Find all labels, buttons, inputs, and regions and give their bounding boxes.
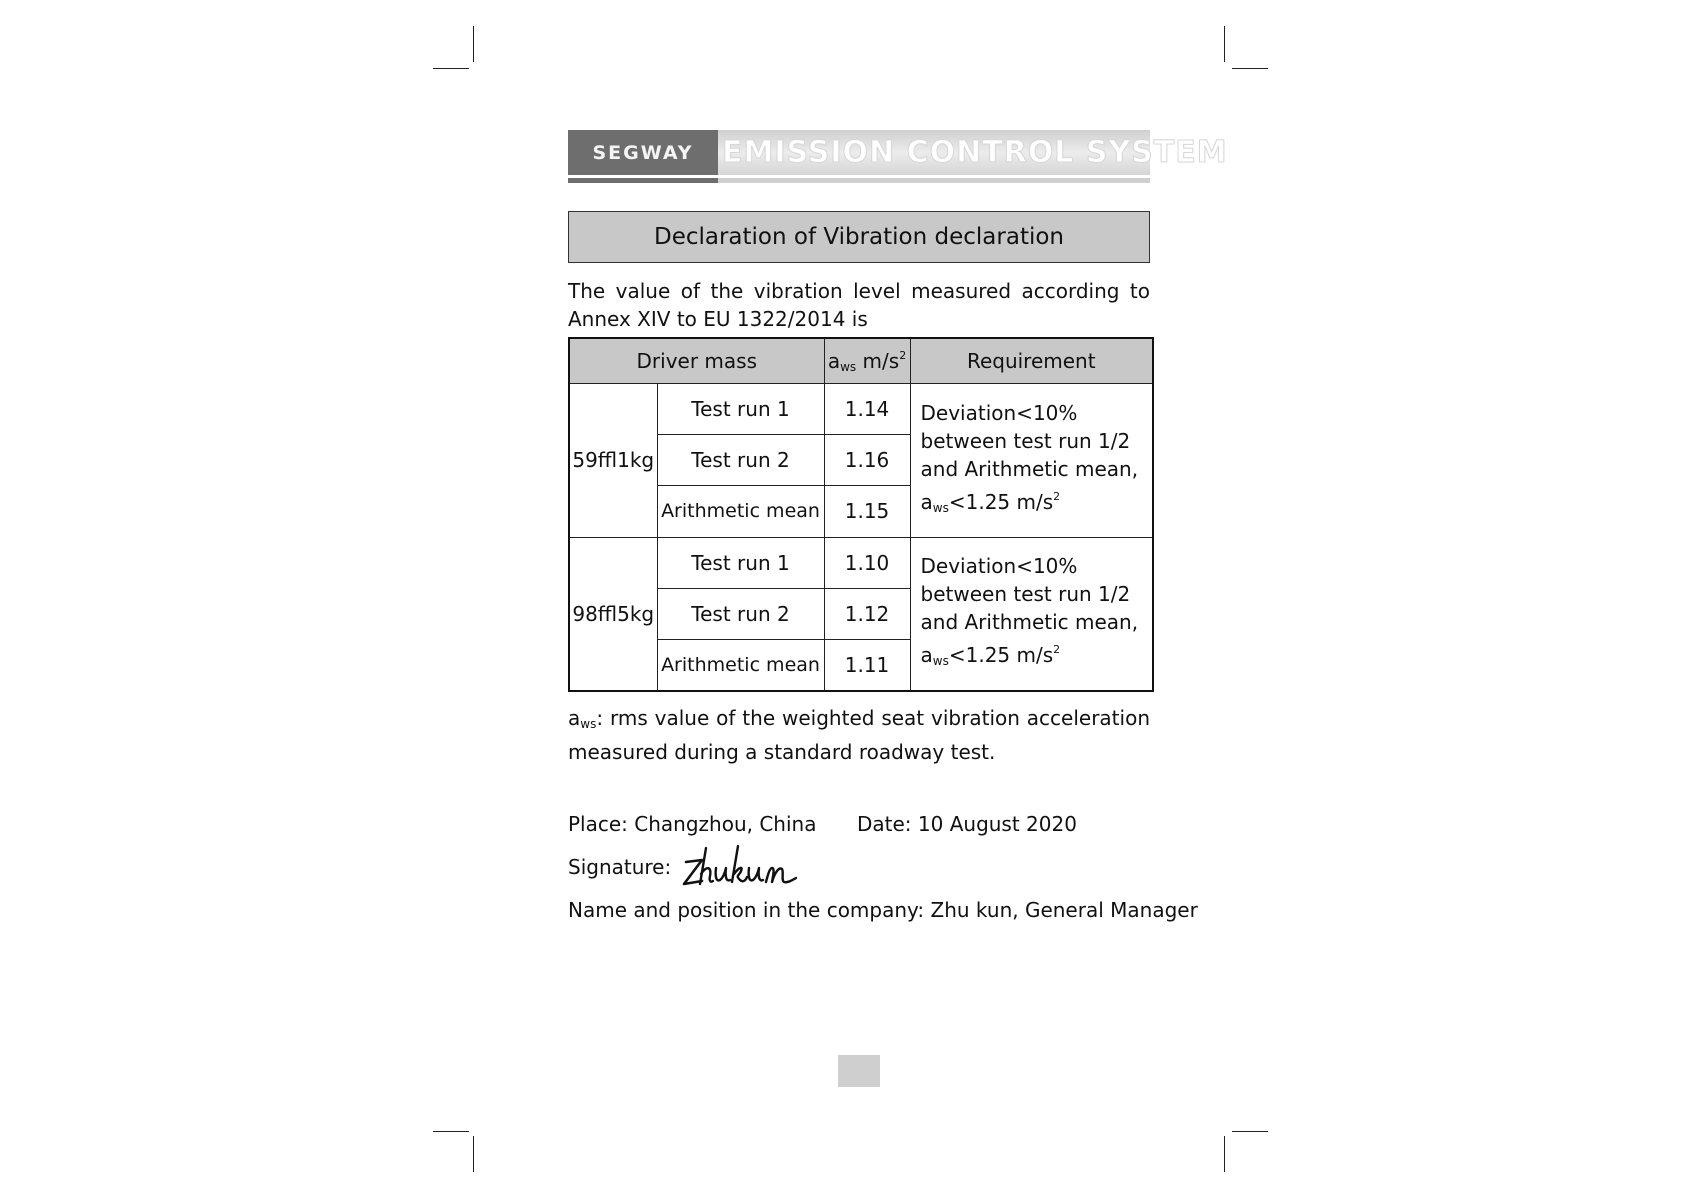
table-row bbox=[569, 537, 1153, 588]
vibration-table bbox=[568, 337, 1154, 692]
crop-mark bbox=[1224, 1136, 1225, 1172]
header-band-title: EMISSION CONTROL SYSTEM bbox=[718, 130, 1150, 175]
value-cell: 1.15 bbox=[824, 486, 910, 537]
header-requirement: Requirement bbox=[910, 338, 1153, 384]
value-cell: 1.12 bbox=[824, 588, 910, 639]
crop-mark bbox=[433, 1131, 469, 1132]
signature-label: Signature: bbox=[568, 855, 672, 879]
value-cell: 1.14 bbox=[824, 384, 910, 435]
crop-mark bbox=[433, 68, 469, 69]
table-row bbox=[569, 384, 1153, 435]
run-label-cell: Test run 1 bbox=[657, 384, 824, 435]
value-cell: 1.11 bbox=[824, 639, 910, 691]
value-cell: 1.16 bbox=[824, 435, 910, 486]
driver-mass-cell: 59ffl1kg bbox=[569, 384, 657, 537]
document-header bbox=[568, 130, 1228, 184]
name-position-text: Name and position in the company: Zhu kun, General Manager bbox=[568, 898, 1198, 922]
intro-paragraph: The value of the vibration level measured according to Annex XIV to EU 1322/2014 is bbox=[568, 279, 1150, 331]
crop-mark bbox=[1224, 26, 1225, 62]
value-cell: 1.10 bbox=[824, 537, 910, 588]
header-aws: $a_{ws}$ $m/s^2$ bbox=[824, 338, 910, 384]
run-label-cell: Arithmetic mean bbox=[657, 486, 824, 537]
crop-mark bbox=[473, 1136, 474, 1172]
place-text: Place: Changzhou, China bbox=[568, 812, 817, 836]
page-number-box bbox=[838, 1055, 880, 1087]
page-title bbox=[568, 211, 1150, 263]
driver-mass-cell: 98ffl5kg bbox=[569, 537, 657, 691]
run-label-cell: Test run 1 bbox=[657, 537, 824, 588]
crop-mark bbox=[1232, 1131, 1268, 1132]
run-label-cell: Arithmetic mean bbox=[657, 639, 824, 691]
requirement-cell: Deviation<10% between test run 1/2 and Arithmetic mean, $a_{ws}<1.25$ $m/s^2$ bbox=[910, 537, 1153, 691]
header-rule bbox=[718, 178, 1150, 183]
table-header-row bbox=[569, 338, 1153, 384]
run-label-cell: Test run 2 bbox=[657, 588, 824, 639]
header-driver-mass: Driver mass bbox=[569, 338, 824, 384]
aws-footnote: $a_{ws}$: rms value of the weighted seat vibration acceleration measured during a standard roadway test. bbox=[568, 706, 1150, 764]
requirement-cell: Deviation<10% between test run 1/2 and Arithmetic mean, $a_{ws}<1.25$ $m/s^2$ bbox=[910, 384, 1153, 537]
handwritten-signature bbox=[680, 840, 800, 890]
run-label-cell: Test run 2 bbox=[657, 435, 824, 486]
crop-mark bbox=[473, 26, 474, 62]
crop-mark bbox=[1232, 68, 1268, 69]
header-rule bbox=[568, 178, 718, 183]
page-title-text: Declaration of Vibration declaration bbox=[653, 224, 1064, 250]
brand-logo: SEGWAY bbox=[568, 130, 718, 175]
date-text: Date: 10 August 2020 bbox=[857, 812, 1077, 836]
